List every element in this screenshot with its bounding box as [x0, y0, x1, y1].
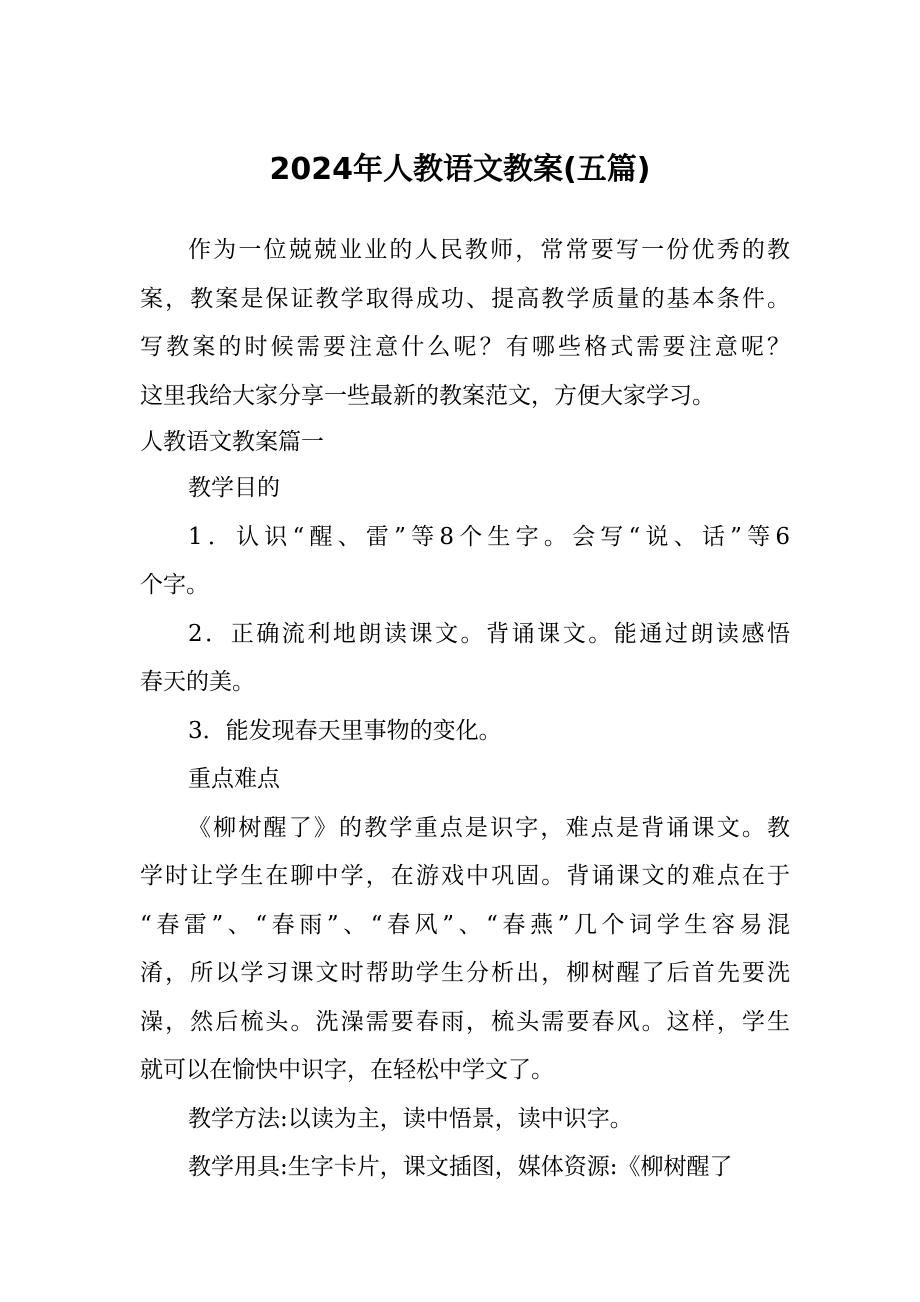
paragraph-line: 淆，所以学习课文时帮助学生分析出，柳树醒了后首先要洗	[140, 960, 790, 986]
list-item-2: 2．正确流利地朗读课文。背诵课文。能通过朗读感悟	[188, 620, 790, 647]
paragraph-line: 案，教案是保证教学取得成功、提高教学质量的基本条件。	[140, 285, 790, 312]
teaching-tools-line: 教学用具:生字卡片，课文插图，媒体资源:《柳树醒了	[188, 1154, 733, 1180]
section-heading: 人教语文教案篇一	[140, 429, 324, 455]
paragraph-line: 作为一位兢兢业业的人民教师，常常要写一份优秀的教	[188, 237, 790, 263]
paragraph-line: 《柳树醒了》的教学重点是识字，难点是背诵课文。教	[188, 814, 790, 841]
list-item-3: 3．能发现春天里事物的变化。	[188, 717, 502, 744]
document-body	[140, 226, 790, 1192]
document-title: 2024年人教语文教案(五篇)	[269, 152, 651, 187]
list-item-2-continued: 春天的美。	[140, 669, 255, 695]
paragraph-line: 澡，然后梳头。洗澡需要春雨，梳头需要春风。这样，学生	[140, 1008, 790, 1035]
paragraph-line: 这里我给大家分享一些最新的教案范文，方便大家学习。	[140, 382, 715, 409]
subheading-teaching-goals: 教学目的	[188, 475, 280, 501]
teaching-method-line: 教学方法:以读为主，读中悟景，读中识字。	[188, 1105, 633, 1132]
list-item-1: 1．认识“醒、雷”等8个生字。会写“说、话”等6	[188, 523, 790, 550]
paragraph-line: “春雷”、“春雨”、“春风”、“春燕”几个词学生容易混	[140, 911, 790, 938]
paragraph-line: 就可以在愉快中识字，在轻松中学文了。	[140, 1057, 554, 1083]
paragraph-line: 学时让学生在聊中学，在游戏中巩固。背诵课文的难点在于	[140, 863, 790, 889]
paragraph-line: 写教案的时候需要注意什么呢？有哪些格式需要注意呢？	[140, 334, 790, 360]
subheading-key-difficulties: 重点难点	[188, 766, 280, 792]
list-item-1-continued: 个字。	[140, 572, 209, 598]
